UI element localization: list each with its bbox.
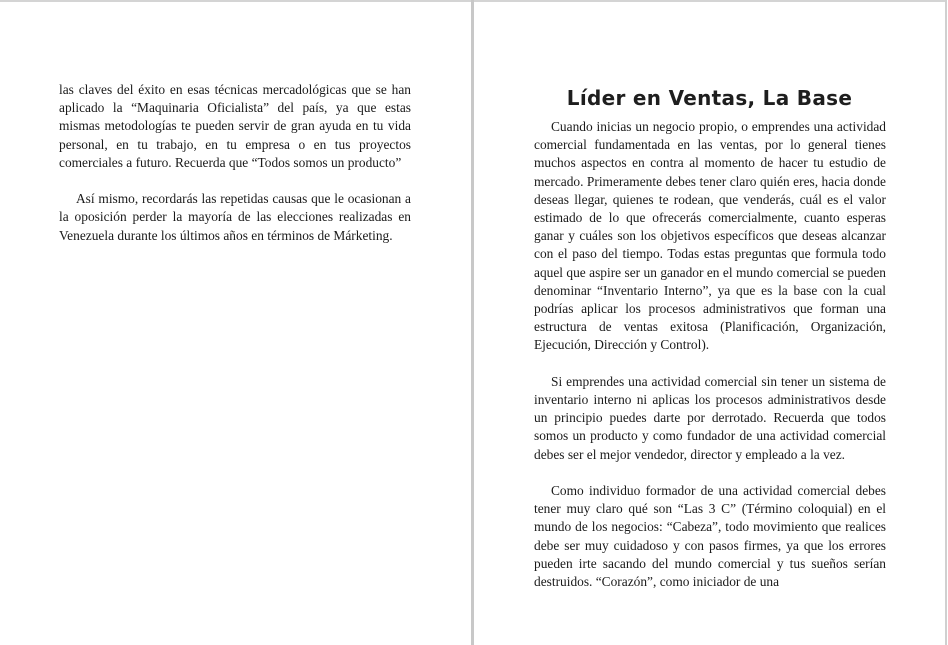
right-page-body bbox=[534, 118, 886, 609]
paragraph: Cuando inicias un negocio propio, o emprendes una actividad comercial fundamentada en las ventas, por lo general tienes muchos aspectos en contra al momento de hacer tu estudio de mercado. Primeramente debes tener claro quién eres, hacia donde deseas llegar, quienes te rodean, que venderás, cuál es el valor estimado de lo que ofrecerás comercialmente, cuanto esperas ganar y cuáles son los objetivos específicos que deseas alcanzar con el paso del tiempo. Todas estas preguntas que formula todo aquel que aspire ser un ganador en el mundo comercial se pueden denominar “Inventario Interno”, ya que es la base con la cual podrías aplicar los procesos administrativos que forman una estructura de ventas exitosa (Planificación, Organización, Ejecución, Dirección y Control). bbox=[534, 119, 886, 353]
left-page bbox=[0, 0, 471, 645]
paragraph: Si emprendes una actividad comercial sin tener un sistema de inventario interno ni aplicas los procesos administrativos desde un principio puedes darte por derrotado. Recuerda que todos somos un producto y como fundador de una actividad comercial debes ser el mejor vendedor, director y empleado a la vez. bbox=[534, 373, 886, 462]
viewer-right-border bbox=[945, 0, 947, 645]
paragraph: las claves del éxito en esas técnicas mercadológicas que se han aplicado la “Maquinaria Oficialista” del país, ya que estas mismas metodologías te pueden servir de gran ayuda en tu vida personal, en tu trabajo, en tu empresa o en tus proyectos comerciales a futuro. Recuerda que “Todos somos un producto” bbox=[59, 82, 411, 170]
left-page-body bbox=[59, 81, 411, 263]
paragraph: Así mismo, recordarás las repetidas causas que le ocasionan a la oposición perder la mayoría de las elecciones realizadas en Venezuela durante los últimos años en términos de Márketing. bbox=[59, 191, 411, 243]
paragraph: Como individuo formador de una actividad comercial debes tener muy claro qué son “Las 3 C” (Término coloquial) en el mundo de los negocios: “Cabeza”, todo movimiento que realices debe ser muy cuidadoso y con pasos firmes, ya que los errores pueden irte sacando del mundo comercial y tus sueños serían destruidos. “Corazón”, como iniciador de una bbox=[534, 483, 886, 590]
right-page bbox=[474, 0, 945, 645]
chapter-title: Líder en Ventas, La Base bbox=[566, 86, 853, 111]
